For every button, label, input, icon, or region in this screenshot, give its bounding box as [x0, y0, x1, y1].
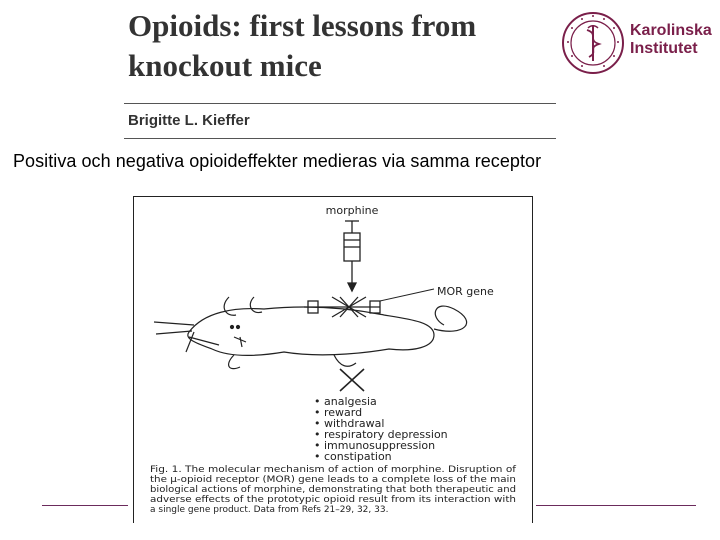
effect-item: • constipation [314, 450, 392, 463]
mouse-sketch-icon [154, 297, 467, 369]
drug-label: morphine [325, 204, 379, 217]
effects-list [314, 395, 448, 463]
author-divider [124, 138, 556, 139]
syringe-icon [344, 221, 360, 291]
gene-label: MOR gene [437, 285, 494, 298]
paper-title-line-1: Opioids: first lessons from [128, 8, 477, 43]
effect-item: • analgesia [314, 395, 377, 408]
effect-item: • respiratory depression [314, 428, 448, 441]
effect-item: • reward [314, 406, 363, 419]
scanned-figure [133, 196, 533, 523]
karolinska-seal-icon [558, 8, 628, 78]
bottom-accent-line-right [536, 505, 696, 506]
caption-line: Fig. 1. The molecular mechanism of action of morphine. Disruption of [150, 465, 517, 475]
caption-line: biological actions of morphine, demonstrating that both therapeutic and [150, 485, 516, 495]
paper-title [128, 6, 568, 86]
bottom-accent-line-left [42, 505, 128, 506]
author-name: Brigitte L. Kieffer [128, 112, 250, 129]
effect-item: • withdrawal [314, 417, 385, 430]
caption-line: the μ-opioid receptor (MOR) gene leads to a complete loss of the main [150, 475, 516, 485]
figure-caption [150, 465, 517, 515]
paper-title-line-2: knockout mice [128, 48, 322, 83]
karolinska-wordmark [630, 22, 712, 58]
caption-line: adverse effects of the prototypic opioid result from its interaction with [150, 495, 516, 505]
caption-line: a single gene product. Data from Refs 21–29, 32, 33. [150, 505, 389, 515]
figure-diagram [134, 197, 532, 523]
gene-label-pointer [380, 289, 434, 301]
effect-item: • immunosuppression [314, 439, 436, 452]
karolinska-name-line-2: Institutet [630, 40, 698, 57]
title-divider [124, 103, 556, 104]
karolinska-name-line-1: Karolinska [630, 22, 712, 39]
blocked-effect-icon [340, 369, 364, 391]
slide-subtitle: Positiva och negativa opioideffekter medieras via samma receptor [13, 151, 542, 171]
